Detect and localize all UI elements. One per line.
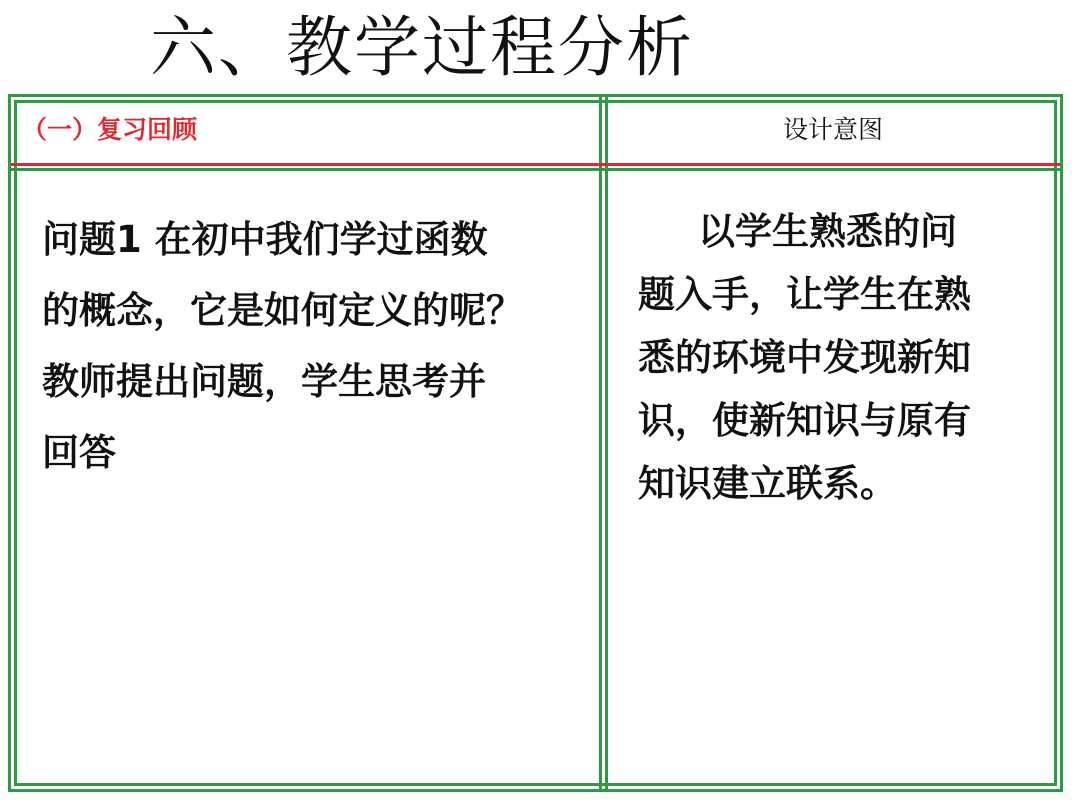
header-separator-red (11, 163, 1060, 166)
slide-title: 六、教学过程分析 (150, 9, 694, 86)
column-divider-right-line (605, 97, 608, 789)
review-question-cell (42, 204, 587, 488)
review-question-line: 教师提出问题，学生思考并 (42, 360, 486, 403)
review-section-header: （一）复习回顾 (22, 115, 198, 144)
review-question-line: 的概念，它是如何定义的呢？ (42, 289, 523, 332)
design-intent-line: 识，使新知识与原有 (638, 399, 971, 442)
design-intent-line: 题入手，让学生在熟 (638, 273, 971, 316)
review-question-line: 问题1 在初中我们学过函数 (42, 218, 488, 261)
header-separator-green (11, 168, 1060, 171)
design-intent-line: 以学生熟悉的问 (698, 210, 957, 253)
review-question-line: 回答 (42, 431, 116, 474)
design-intent-line: 悉的环境中发现新知 (638, 336, 971, 379)
design-intent-line: 知识建立联系。 (638, 462, 897, 505)
design-intent-header: 设计意图 (782, 115, 883, 144)
column-divider-left-line (599, 97, 602, 789)
design-intent-cell (638, 200, 1038, 515)
